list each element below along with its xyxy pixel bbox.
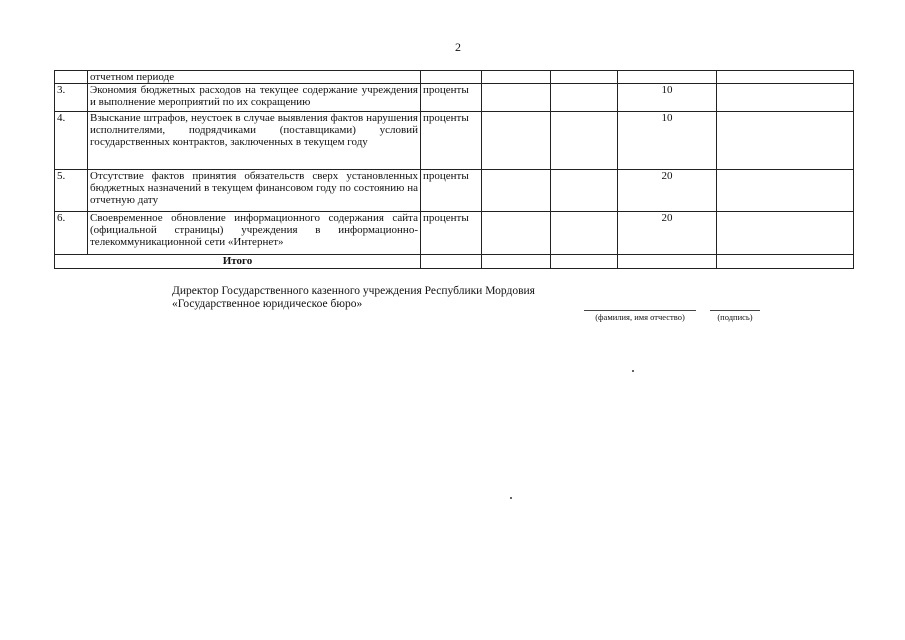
value-cell: 20 — [618, 170, 717, 212]
empty-cell — [551, 84, 618, 112]
row-number: 3. — [55, 84, 88, 112]
empty-cell — [717, 212, 854, 255]
value-cell: 20 — [618, 212, 717, 255]
empty-cell — [717, 71, 854, 84]
table-row — [55, 112, 854, 170]
empty-cell — [482, 170, 551, 212]
page-number: 2 — [455, 40, 461, 54]
total-label: Итого — [55, 255, 421, 269]
value-cell: 10 — [618, 84, 717, 112]
scan-speck — [510, 497, 512, 499]
empty-cell — [551, 170, 618, 212]
signature-caption: (подпись) — [710, 310, 760, 322]
value-cell: 10 — [618, 112, 717, 170]
empty-cell — [482, 71, 551, 84]
scan-speck — [632, 370, 634, 372]
indicators-table — [54, 70, 854, 269]
total-row — [55, 255, 854, 269]
empty-cell — [482, 255, 551, 269]
unit-cell: проценты — [421, 84, 482, 112]
value-cell — [618, 71, 717, 84]
unit-cell: проценты — [421, 170, 482, 212]
table-row — [55, 170, 854, 212]
empty-cell — [551, 212, 618, 255]
empty-cell — [717, 112, 854, 170]
signature-organization-line: «Государственное юридическое бюро» — [172, 298, 363, 310]
unit-cell: проценты — [421, 112, 482, 170]
empty-cell — [421, 255, 482, 269]
empty-cell — [717, 84, 854, 112]
indicator-name: отчетном периоде — [88, 71, 421, 84]
unit-cell: проценты — [421, 212, 482, 255]
unit-cell — [421, 71, 482, 84]
row-number — [55, 71, 88, 84]
empty-cell — [717, 170, 854, 212]
empty-cell — [618, 255, 717, 269]
signature-position-line: Директор Государственного казенного учреждения Республики Мордовия — [172, 285, 535, 297]
empty-cell — [482, 84, 551, 112]
indicator-name: Взыскание штрафов, неустоек в случае выявления фактов нарушения исполнителями, подрядчиками (поставщиками) условий государственных контрактов, заключенных в текущем году — [88, 112, 421, 170]
indicator-name: Отсутствие фактов принятия обязательств сверх установленных бюджетных назначений в текущем финансовом году по состоянию на отчетную дату — [88, 170, 421, 212]
table-row — [55, 212, 854, 255]
indicator-name: Экономия бюджетных расходов на текущее содержание учреждения и выполнение мероприятий по их сокращению — [88, 84, 421, 112]
row-number: 4. — [55, 112, 88, 170]
row-number: 6. — [55, 212, 88, 255]
empty-cell — [551, 112, 618, 170]
empty-cell — [482, 212, 551, 255]
row-number: 5. — [55, 170, 88, 212]
table-row — [55, 84, 854, 112]
indicator-name: Своевременное обновление информационного содержания сайта (официальной страницы) учреждения в информационно-телекоммуникационной сети «Интернет» — [88, 212, 421, 255]
empty-cell — [482, 112, 551, 170]
empty-cell — [717, 255, 854, 269]
table-row — [55, 71, 854, 84]
name-caption: (фамилия, имя отчество) — [584, 310, 696, 322]
empty-cell — [551, 71, 618, 84]
signature-block — [172, 285, 535, 311]
empty-cell — [551, 255, 618, 269]
